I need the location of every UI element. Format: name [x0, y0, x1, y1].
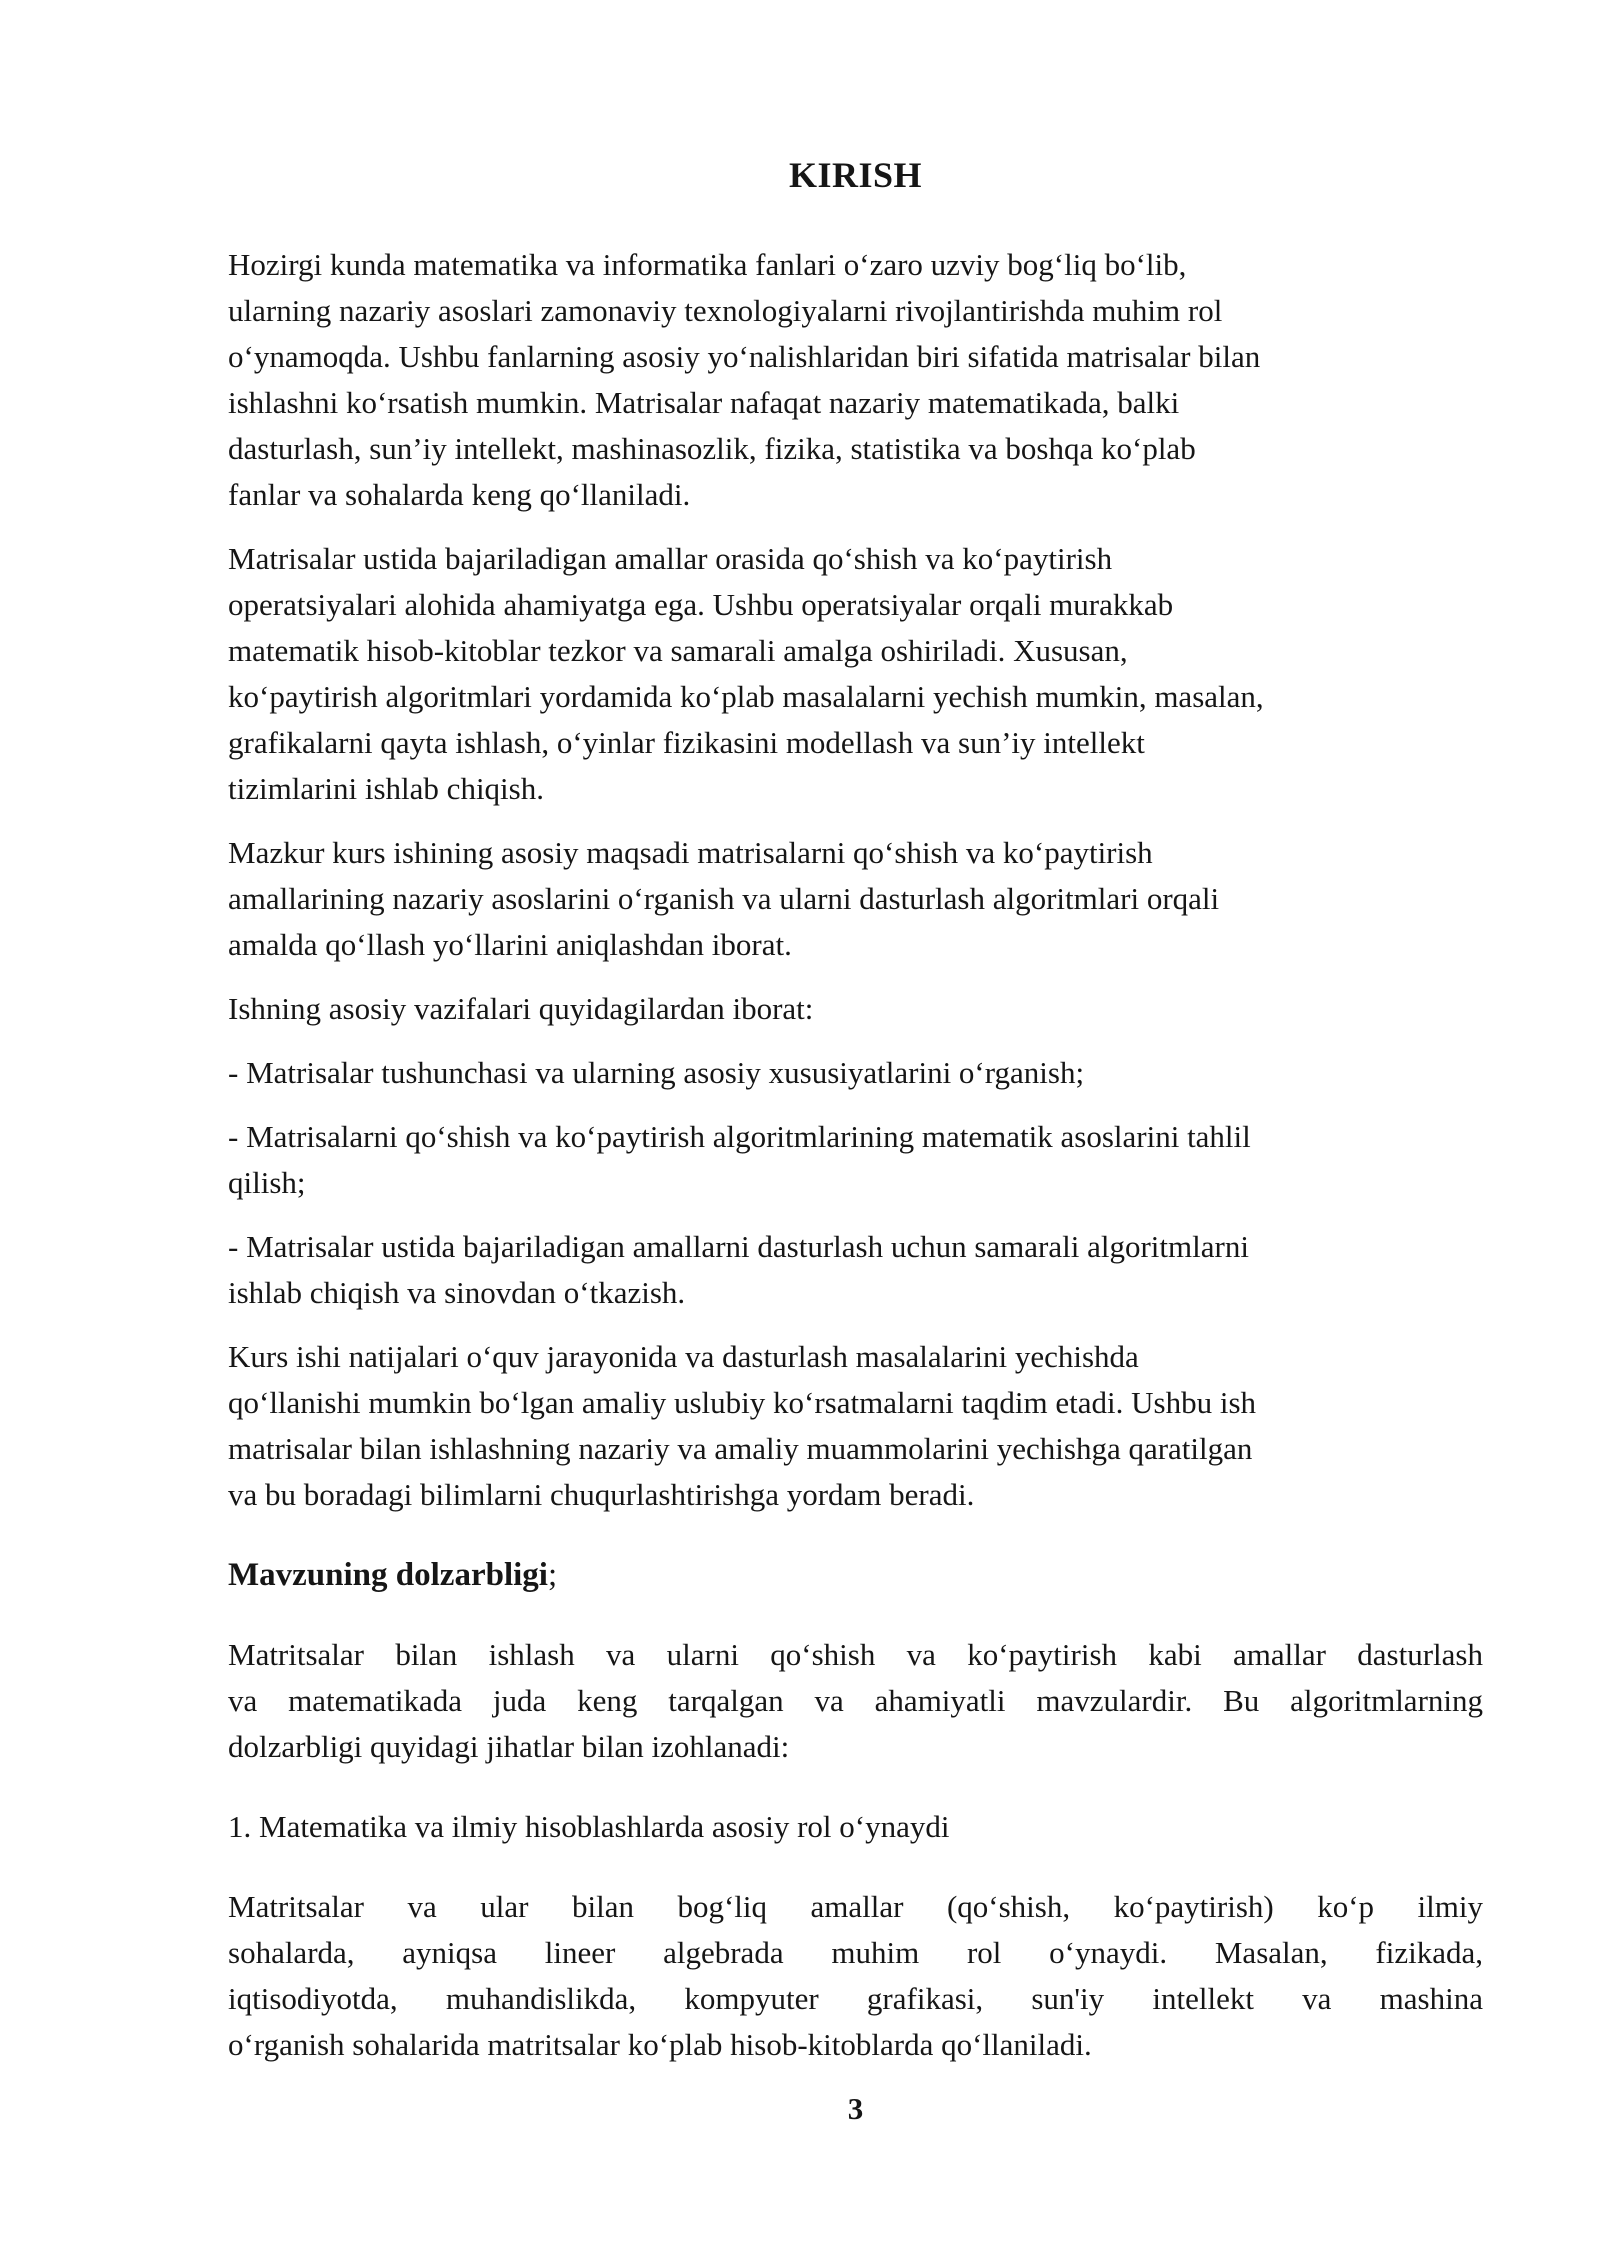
text-line: qilish; [228, 1165, 306, 1200]
text-line: iqtisodiyotda, muhandislikda, kompyuter grafikasi, sun'iy intellekt va mashina [228, 1981, 1483, 2016]
text-line: tizimlarini ishlab chiqish. [228, 771, 544, 806]
text-line: - Matrisalarni qo‘shish va ko‘paytirish algoritmlarining matematik asoslarini tahlil [228, 1119, 1251, 1154]
relevance-paragraph [228, 1632, 1483, 1770]
text-line: Matritsalar bilan ishlash va ularni qo‘shish va ko‘paytirish kabi amallar dasturlash [228, 1637, 1483, 1672]
text-line: dolzarbligi quyidagi jihatlar bilan izohlanadi: [228, 1729, 790, 1764]
purpose-paragraph [228, 830, 1483, 968]
text-line: ko‘paytirish algoritmlari yordamida ko‘plab masalalarni yechish mumkin, masalan, [228, 679, 1264, 714]
text-line: Hozirgi kunda matematika va informatika fanlari o‘zaro uzviy bog‘liq bo‘lib, [228, 247, 1187, 282]
page-number: 3 [847, 2091, 864, 2126]
task-item-2 [228, 1114, 1483, 1206]
document-body [228, 242, 1483, 2068]
text-line: - Matrisalar tushunchasi va ularning asosiy xususiyatlarini o‘rganish; [228, 1055, 1085, 1090]
text-line: grafikalarni qayta ishlash, o‘yinlar fizikasini modellash va sun’iy intellekt [228, 725, 1145, 760]
text-line: matematik hisob-kitoblar tezkor va samarali amalga oshiriladi. Xususan, [228, 633, 1128, 668]
heading-suffix: ; [547, 1557, 558, 1593]
text-line: fanlar va sohalarda keng qo‘llaniladi. [228, 477, 691, 512]
tasks-intro-paragraph [228, 986, 1483, 1032]
text-line: matrisalar bilan ishlashning nazariy va amaliy muammolarini yechishga qaratilgan [228, 1431, 1253, 1466]
text-line: 1. Matematika va ilmiy hisoblashlarda asosiy rol o‘ynaydi [228, 1809, 950, 1844]
text-line: o‘rganish sohalarida matritsalar ko‘plab hisob-kitoblarda qo‘llaniladi. [228, 2027, 1092, 2062]
text-line: ishlab chiqish va sinovdan o‘tkazish. [228, 1275, 686, 1310]
text-line: ularning nazariy asoslari zamonaviy texnologiyalarni rivojlantirishda muhim rol [228, 293, 1223, 328]
task-item-3 [228, 1224, 1483, 1316]
text-line: Matrisalar ustida bajariladigan amallar orasida qo‘shish va ko‘paytirish [228, 541, 1113, 576]
text-line: operatsiyalari alohida ahamiyatga ega. Ushbu operatsiyalar orqali murakkab [228, 587, 1174, 622]
text-line: amallarining nazariy asoslarini o‘rganish va ularni dasturlash algoritmlari orqali [228, 881, 1220, 916]
text-line: Mazkur kurs ishining asosiy maqsadi matrisalarni qo‘shish va ko‘paytirish [228, 835, 1153, 870]
heading-bold-text: Mavzuning dolzarbligi [228, 1557, 548, 1593]
text-line: va matematikada juda keng tarqalgan va ahamiyatli mavzulardir. Bu algoritmlarning [228, 1683, 1483, 1718]
text-line: va bu boradagi bilimlarni chuqurlashtirishga yordam beradi. [228, 1477, 975, 1512]
text-line: - Matrisalar ustida bajariladigan amallarni dasturlash uchun samarali algoritmlarni [228, 1229, 1249, 1264]
text-line: Kurs ishi natijalari o‘quv jarayonida va dasturlash masalalarini yechishda [228, 1339, 1139, 1374]
text-line: ishlashni ko‘rsatish mumkin. Matrisalar nafaqat nazariy matematikada, balki [228, 385, 1180, 420]
intro-paragraph-2 [228, 536, 1483, 812]
text-line: dasturlash, sun’iy intellekt, mashinasozlik, fizika, statistika va boshqa ko‘plab [228, 431, 1196, 466]
relevance-heading [228, 1552, 1483, 1598]
text-line: amalda qo‘llash yo‘llarini aniqlashdan iborat. [228, 927, 792, 962]
text-line: Ishning asosiy vazifalari quyidagilardan iborat: [228, 991, 814, 1026]
page-title: KIRISH [788, 155, 923, 195]
task-item-1 [228, 1050, 1483, 1096]
point-1-heading [228, 1804, 1483, 1850]
point-1-paragraph [228, 1884, 1483, 2068]
text-line: sohalarda, ayniqsa lineer algebrada muhim rol o‘ynaydi. Masalan, fizikada, [228, 1935, 1483, 1970]
text-line: o‘ynamoqda. Ushbu fanlarning asosiy yo‘nalishlaridan biri sifatida matrisalar bilan [228, 339, 1261, 374]
text-line: qo‘llanishi mumkin bo‘lgan amaliy uslubiy ko‘rsatmalarni taqdim etadi. Ushbu ish [228, 1385, 1257, 1420]
results-paragraph [228, 1334, 1483, 1518]
intro-paragraph-1 [228, 242, 1483, 518]
text-line: Matritsalar va ular bilan bog‘liq amallar (qo‘shish, ko‘paytirish) ko‘p ilmiy [228, 1889, 1483, 1924]
